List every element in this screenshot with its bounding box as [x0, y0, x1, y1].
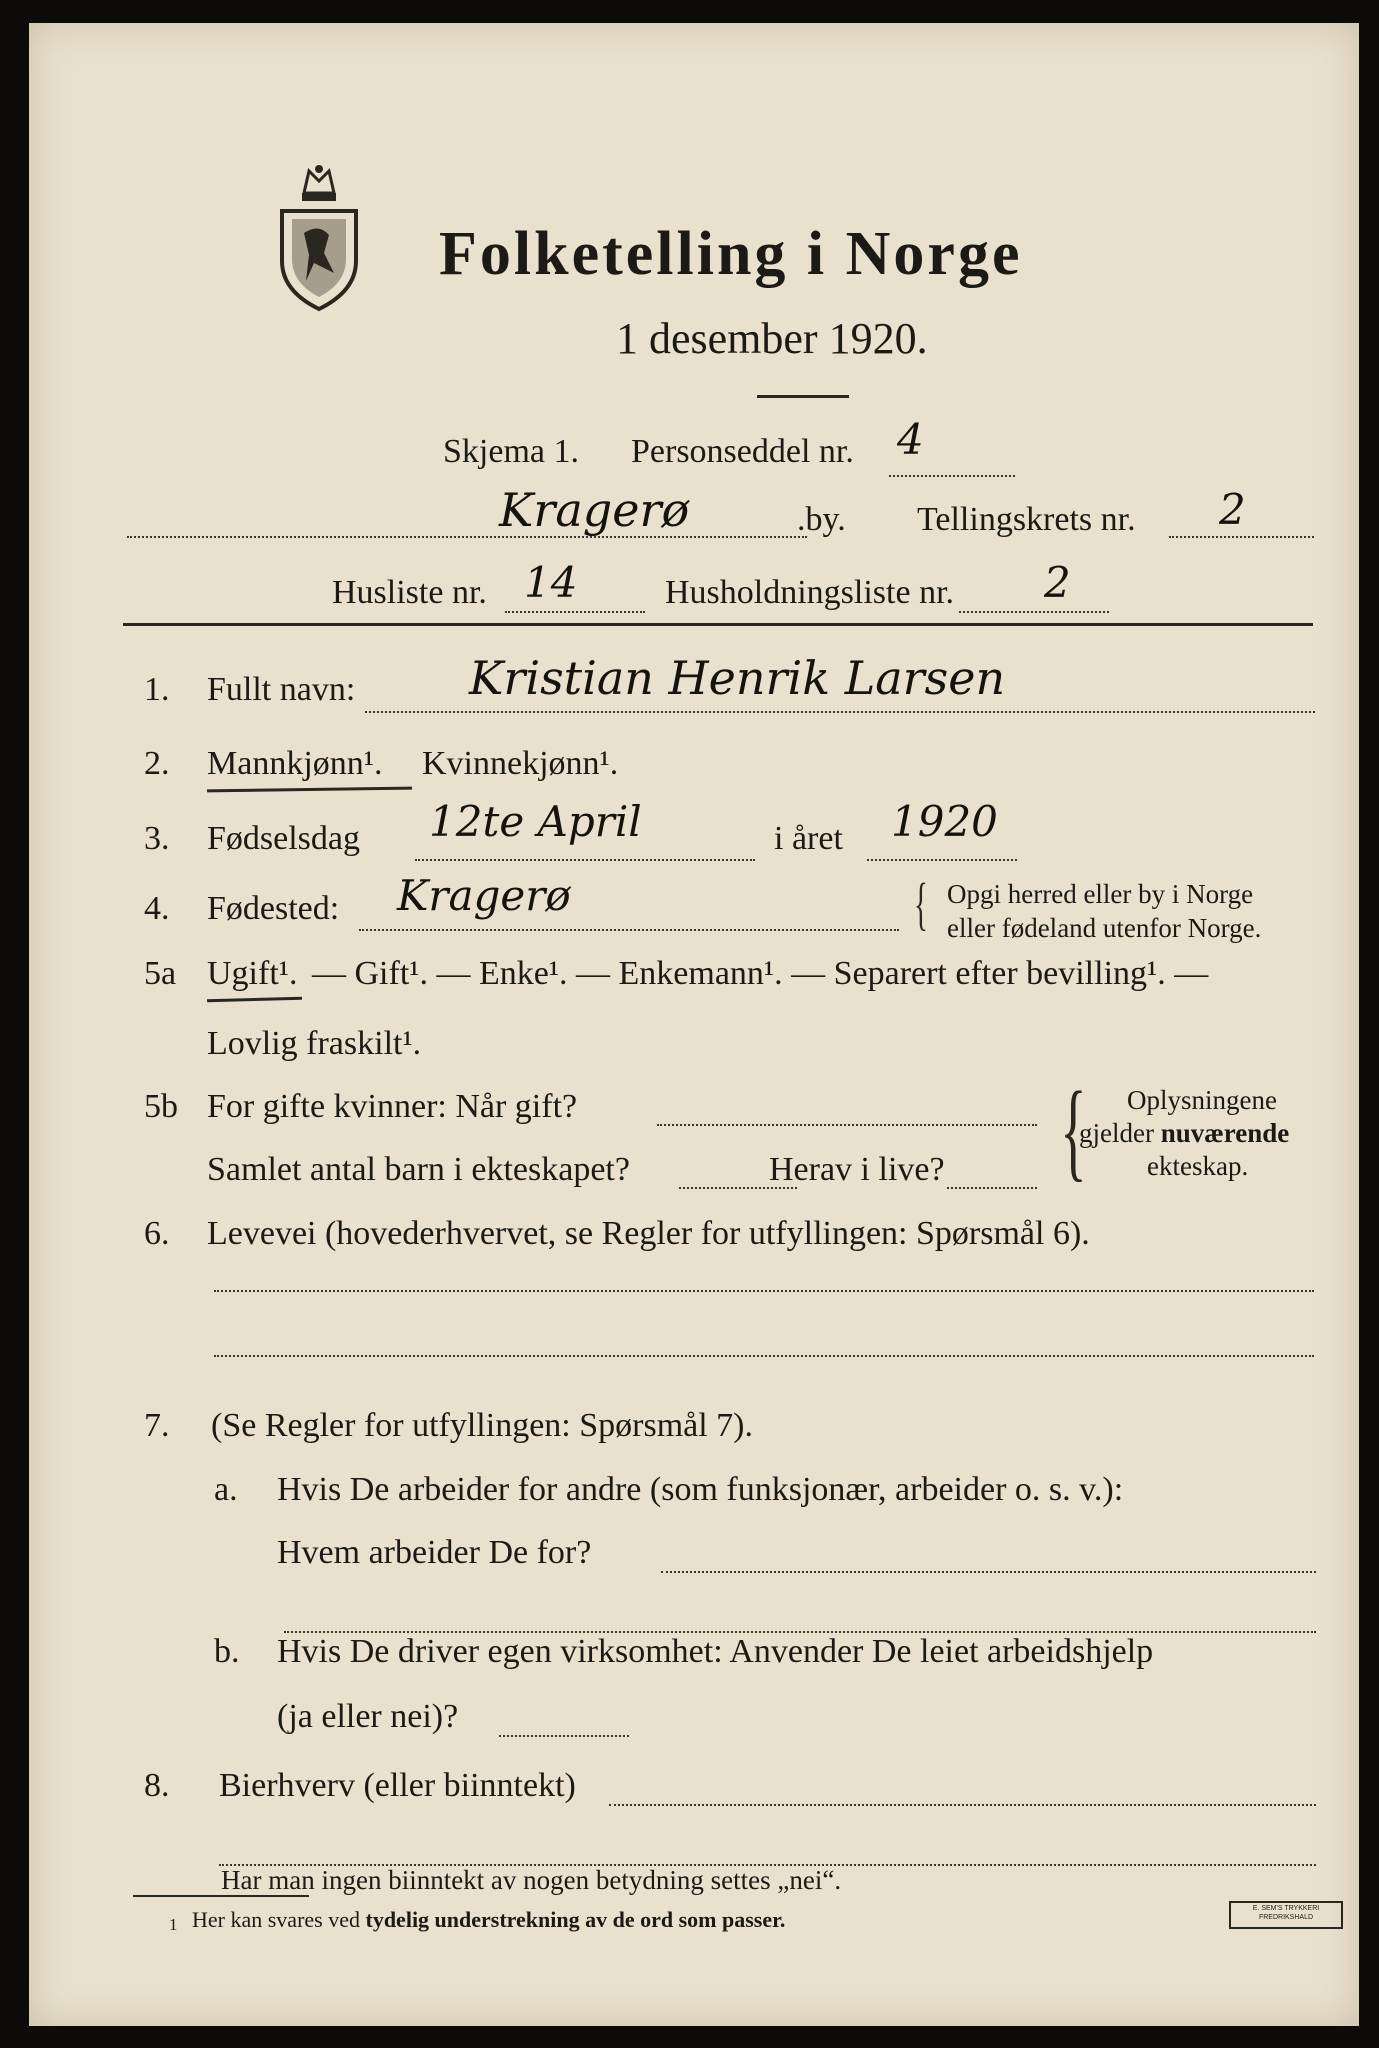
birthday-value[interactable]: 12te April [429, 797, 642, 846]
when-married-label: For gifte kvinner: Når gift? [207, 1088, 578, 1125]
tellingskrets-label: Tellingskrets nr. [917, 501, 1136, 538]
side-income-field-line [609, 1804, 1316, 1806]
q7-number: 7. [144, 1407, 170, 1444]
hired-help-field-line [499, 1735, 629, 1737]
personseddel-label: Personseddel nr. [631, 433, 854, 470]
birthplace-note-brace: { [913, 871, 928, 936]
employer-label: Hvem arbeider De for? [277, 1534, 592, 1571]
q5b-number: 5b [144, 1088, 178, 1125]
q6-number: 6. [144, 1215, 170, 1252]
form-title: Folketelling i Norge [439, 220, 1023, 288]
birthday-field-line [415, 859, 755, 861]
side-income-note: Har man ingen biinntekt av nogen betydning settes „nei“. [221, 1865, 842, 1895]
printer-stamp-line2: FREDRIKSHALD [1258, 1914, 1314, 1921]
tellingskrets-value[interactable]: 2 [1219, 485, 1246, 534]
when-married-field-line [657, 1124, 1037, 1126]
footnote-text-a: Her kan svares ved [192, 1907, 366, 1932]
male-option[interactable]: Mannkjønn¹. [207, 745, 383, 782]
birth-year-field-line [867, 859, 1017, 861]
personseddel-field-line [889, 475, 1015, 477]
census-form-page [29, 23, 1359, 2026]
skjema-label: Skjema 1. [443, 433, 579, 470]
marriage-note-line2-a: gjelder [1079, 1118, 1161, 1148]
town-field-line [127, 536, 807, 538]
q1-label: Fullt navn: [207, 671, 356, 708]
full-name-field-line [365, 711, 1315, 713]
header-divider [123, 623, 1313, 626]
q4-label: Fødested: [207, 890, 340, 927]
q2-number: 2. [144, 745, 170, 782]
q3-number: 3. [144, 820, 170, 857]
children-alive-label: Herav i live? [769, 1151, 945, 1188]
title-divider [757, 395, 849, 398]
q7a-question: Hvis De arbeider for andre (som funksjonær, arbeider o. s. v.): [277, 1471, 1124, 1508]
footnote-text-b: tydelig understrekning av de ord som passer. [365, 1907, 786, 1932]
tellingskrets-field-line [1169, 536, 1314, 538]
side-income-label: Bierhverv (eller biinntekt) [219, 1767, 576, 1804]
census-date: 1 desember 1920. [616, 314, 928, 363]
birthplace-value[interactable]: Kragerø [397, 871, 571, 920]
q3-label: Fødselsdag [207, 820, 360, 857]
marriage-note-line2 [1079, 1118, 1289, 1149]
q1-number: 1. [144, 671, 170, 708]
printer-stamp [1229, 1901, 1343, 1929]
q7-label: (Se Regler for utfyllingen: Spørsmål 7). [211, 1407, 754, 1444]
divorced-option[interactable]: Lovlig fraskilt¹. [207, 1025, 422, 1062]
personseddel-value[interactable]: 4 [897, 415, 924, 464]
marriage-note-brace: { [1060, 1069, 1087, 1191]
year-label: i året [774, 820, 843, 857]
town-value[interactable]: Kragerø [499, 483, 690, 537]
q4-number: 4. [144, 890, 170, 927]
birthplace-note-line2: eller fødeland utenfor Norge. [947, 913, 1262, 943]
marriage-note-line2-b: nuværende [1160, 1118, 1290, 1148]
full-name-value[interactable]: Kristian Henrik Larsen [469, 651, 1006, 705]
birthplace-note-line1: Opgi herred eller by i Norge [947, 879, 1254, 909]
husholdningsliste-field-line [959, 611, 1109, 613]
marriage-note-line1: Oplysningene [1127, 1085, 1277, 1115]
children-alive-field-line [947, 1187, 1037, 1189]
footnote-divider [133, 1895, 309, 1897]
occupation-label: Levevei (hovederhvervet, se Regler for utfyllingen: Spørsmål 6). [207, 1215, 1090, 1252]
husholdningsliste-value[interactable]: 2 [1044, 558, 1071, 607]
husholdningsliste-label: Husholdningsliste nr. [665, 574, 955, 611]
by-label: .by. [797, 501, 846, 538]
footnote-text [192, 1907, 785, 1933]
unmarried-option[interactable]: Ugift¹. [207, 955, 298, 992]
employer-field-line [661, 1571, 1316, 1573]
birthplace-field-line [359, 929, 899, 931]
occupation-field-line-1 [214, 1290, 1314, 1292]
birth-year-value[interactable]: 1920 [891, 797, 998, 846]
marital-status-options[interactable]: — Gift¹. — Enke¹. — Enkemann¹. — Separert efter bevilling¹. — [312, 955, 1209, 992]
marriage-note-line3: ekteskap. [1147, 1151, 1249, 1181]
q5a-number: 5a [144, 955, 177, 992]
q7b-question: Hvis De driver egen virksomhet: Anvender De leiet arbeidshjelp [277, 1633, 1154, 1670]
husliste-value[interactable]: 14 [524, 558, 578, 607]
unmarried-underline-mark [207, 997, 302, 1002]
q8-number: 8. [144, 1767, 170, 1804]
male-underline-mark [207, 787, 412, 793]
q7a-letter: a. [214, 1471, 238, 1508]
children-count-label: Samlet antal barn i ekteskapet? [207, 1151, 630, 1188]
hired-help-label: (ja eller nei)? [277, 1698, 459, 1735]
footnote-mark: 1 [169, 1915, 178, 1934]
printer-stamp-line1: E. SEM'S TRYKKERI [1252, 1905, 1320, 1912]
occupation-field-line-2 [214, 1355, 1314, 1357]
q7b-letter: b. [214, 1633, 240, 1670]
norwegian-coat-of-arms-icon [274, 163, 364, 313]
female-option[interactable]: Kvinnekjønn¹. [422, 745, 619, 782]
husliste-label: Husliste nr. [332, 574, 487, 611]
husliste-field-line [505, 611, 645, 613]
